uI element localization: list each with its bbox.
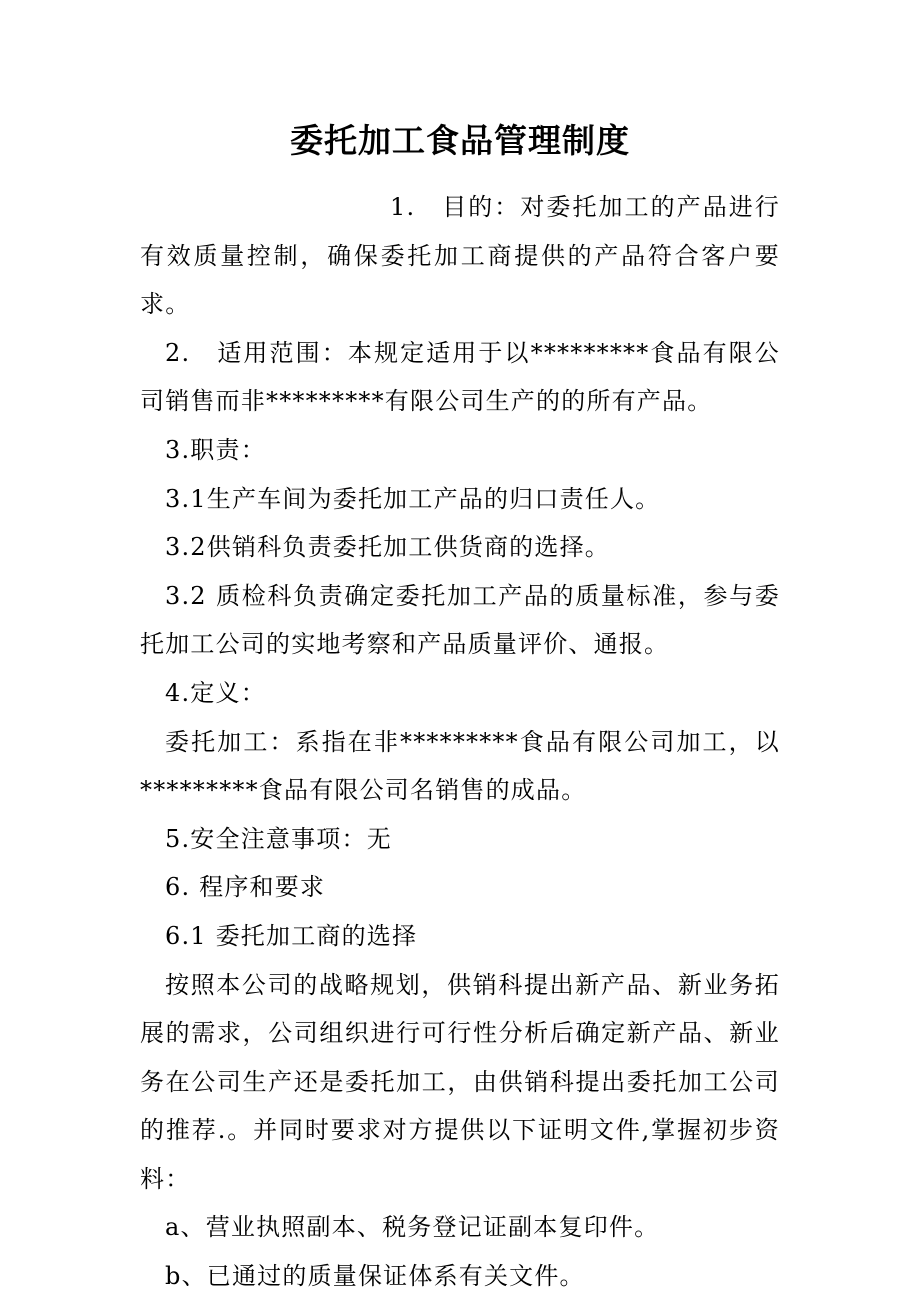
paragraph-responsibility-3-1: 3.1生产车间为委托加工产品的归口责任人。	[165, 484, 661, 513]
paragraph-selection-process: 按照本公司的战略规划，供销科提出新产品、新业务拓展的需求，公司组织进行可行性分析后确定新产品、新业务在公司生产还是委托加工，由供销科提出委托加工公司的推荐.。并同时要求对方提供以下证明文件,掌握初步资料：	[140, 970, 780, 1193]
heading-procedures: 6. 程序和要求	[165, 873, 326, 902]
heading-definitions: 4.定义：	[165, 678, 266, 707]
paragraph-scope: 2. 适用范围：本规定适用于以*********食品有限公司销售而非*********有限公司生产的的所有产品。	[140, 338, 780, 416]
heading-procedure-6-1: 6.1 委托加工商的选择	[165, 921, 418, 950]
list-item-a: a、营业执照副本、税务登记证副本复印件。	[165, 1213, 660, 1242]
heading-responsibilities: 3.职责：	[165, 435, 266, 464]
paragraph-responsibility-3-2-quality: 3.2 质检科负责确定委托加工产品的质量标准，参与委托加工公司的实地考察和产品质量评价、通报。	[140, 581, 780, 659]
document-body	[140, 183, 780, 1301]
list-item-b: b、已通过的质量保证体系有关文件。	[165, 1262, 585, 1291]
paragraph-definition: 委托加工：系指在非*********食品有限公司加工，以*********食品有限公司名销售的成品。	[140, 727, 780, 805]
paragraph-safety-notes: 5.安全注意事项：无	[165, 824, 392, 853]
paragraph-responsibility-3-2-supply: 3.2供销科负责委托加工供货商的选择。	[165, 533, 610, 562]
paragraph-purpose: 1. 目的：对委托加工的产品进行有效质量控制，确保委托加工商提供的产品符合客户要求。	[140, 193, 780, 319]
document-title: 委托加工食品管理制度	[290, 121, 630, 160]
